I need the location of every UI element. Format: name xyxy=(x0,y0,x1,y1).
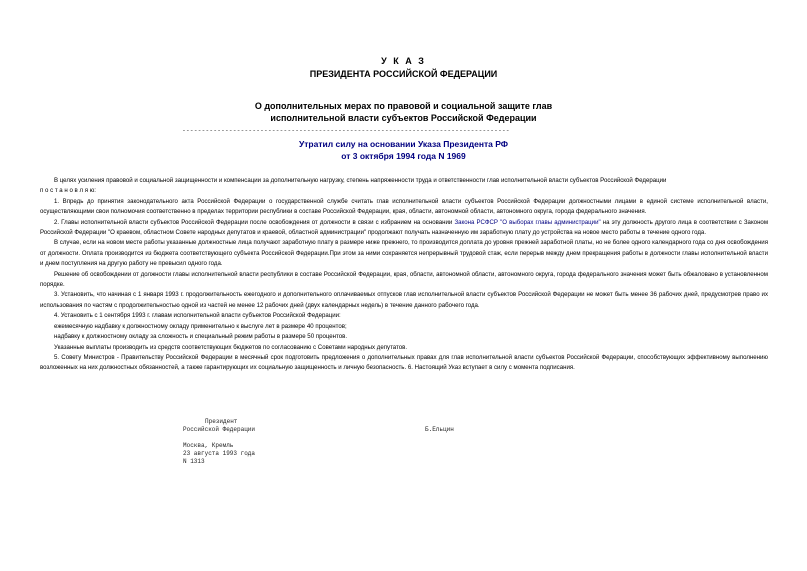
paragraph-2-end: на эту должность другого лица в соответствии с Законом Российской Федерации "О краевом, областном Совете народных депутатов и краевой, областной администрации" продолжают получать назначенную им заработную плату до устройства на новое место работы в течение одного года. xyxy=(40,218,769,237)
intro-paragraph: В целях усиления правовой и социальной защищенности и компенсации за дополнительную нагрузку, степень напряженности труда и ответственности глав исполнительной власти субъектов Российской Федерации xyxy=(54,177,667,184)
law-link[interactable]: Закона РСФСР "О выборах главы администрации" xyxy=(454,218,601,226)
decree-subject-line1: О дополнительных мерах по правовой и социальной защите глав xyxy=(254,101,553,111)
signature-number: N 1313 xyxy=(183,458,205,465)
paragraph-2-start: 2. Главы исполнительной власти субъектов Российской Федерации после освобождения от должности в связи с избранием на основании xyxy=(54,218,455,226)
void-notice-line2[interactable]: от 3 октября 1994 года N 1969 xyxy=(341,151,466,161)
paragraph-4: 4. Установить с 1 сентября 1993 г. главам исполнительной власти субъектов Российской Федерации: xyxy=(54,312,341,320)
paragraph-4-b: надбавку к должностному окладу за сложность и специальный режим работы в размере 50 процентов. xyxy=(54,333,348,341)
signature-name: Б.Ельцин xyxy=(425,426,454,433)
decree-subject-line2: исполнительной власти субъектов Российской Федерации xyxy=(270,113,537,123)
separator-line: ------------------------------------------------------------------------------------ xyxy=(182,127,510,134)
signature-place: Москва, Кремль xyxy=(183,442,234,449)
paragraph-4-a: ежемесячную надбавку к должностному окладу применительно к выслуге лет в размере 40 процентов; xyxy=(54,322,347,330)
paragraph-1: 1. Впредь до принятия законодательного акта Российской Федерации о государственной службе считать глав исполнительной власти субъектов Российской Федерации должностными лицами в единой системе исполнительной власти, осуществляющими свои полномочия соответственно в пределах территории республики в составе Российской Федерации, края, области, автономной области, автономного округа, города федерального значения. xyxy=(40,197,768,216)
paragraph-5: 5. Совету Министров - Правительству Российской Федерации в месячный срок подготовить предложения о дополнительных правах для глав исполнительной власти субъектов Российской Федерации, способствующих эффективному выполнению возложенных на них должностных обязанностей, а также гарантирующих их социальную защищенность и личную безопасность. 6. Настоящий Указ вступает в силу с момента подписания. xyxy=(40,353,768,372)
paragraph-2 xyxy=(40,218,768,239)
signature-date: 23 августа 1993 года xyxy=(183,450,256,457)
decree-title: У К А З xyxy=(381,56,426,66)
void-notice-line1[interactable]: Утратил силу на основании Указа Президента РФ xyxy=(298,139,509,149)
decree-issuer: ПРЕЗИДЕНТА РОССИЙСКОЙ ФЕДЕРАЦИИ xyxy=(309,69,498,79)
signature-role-1: Президент xyxy=(205,418,238,425)
paragraph-2-d: Решение об освобождении от должности главы исполнительной власти республики в составе Российской Федерации, края, области, автономной области, автономного округа, города федерального значения может быть обжаловано в установленном порядке. xyxy=(40,270,768,289)
decree-word: п о с т а н о в л я ю: xyxy=(40,187,96,195)
paragraph-3: 3. Установить, что начиная с 1 января 1993 г. продолжительность ежегодного и дополнительного оплачиваемых отпусков глав исполнительной власти субъектов Российской Федерации не может быть менее 36 рабочих дней, предусмотрев право их использования по частям с продолжительностью одной из частей не менее 12 рабочих дней (двух календарных недель) в течение данного рабочего года. xyxy=(40,291,768,309)
paragraph-2-c: В случае, если на новом месте работы указанные должностные лица получают заработную плату в размере ниже прежнего, то производится доплата до уровня прежней заработной платы, но не более одного календарного года со дня освобождения от должности. Оплата производится из бюджета соответствующего субъекта Российской Федерации.При этом за ними сохраняется непрерывный трудовой стаж, если перерыв между днем прекращения работы в должности главы исполнительной власти и днем поступления на другую работу не превысил одного года. xyxy=(40,239,768,268)
signature-role-2: Российской Федерации xyxy=(183,426,256,433)
decree-body xyxy=(40,176,768,374)
paragraph-4-c: Указанные выплаты производить из средств соответствующих бюджетов по согласованию с Советами народных депутатов. xyxy=(54,343,408,351)
